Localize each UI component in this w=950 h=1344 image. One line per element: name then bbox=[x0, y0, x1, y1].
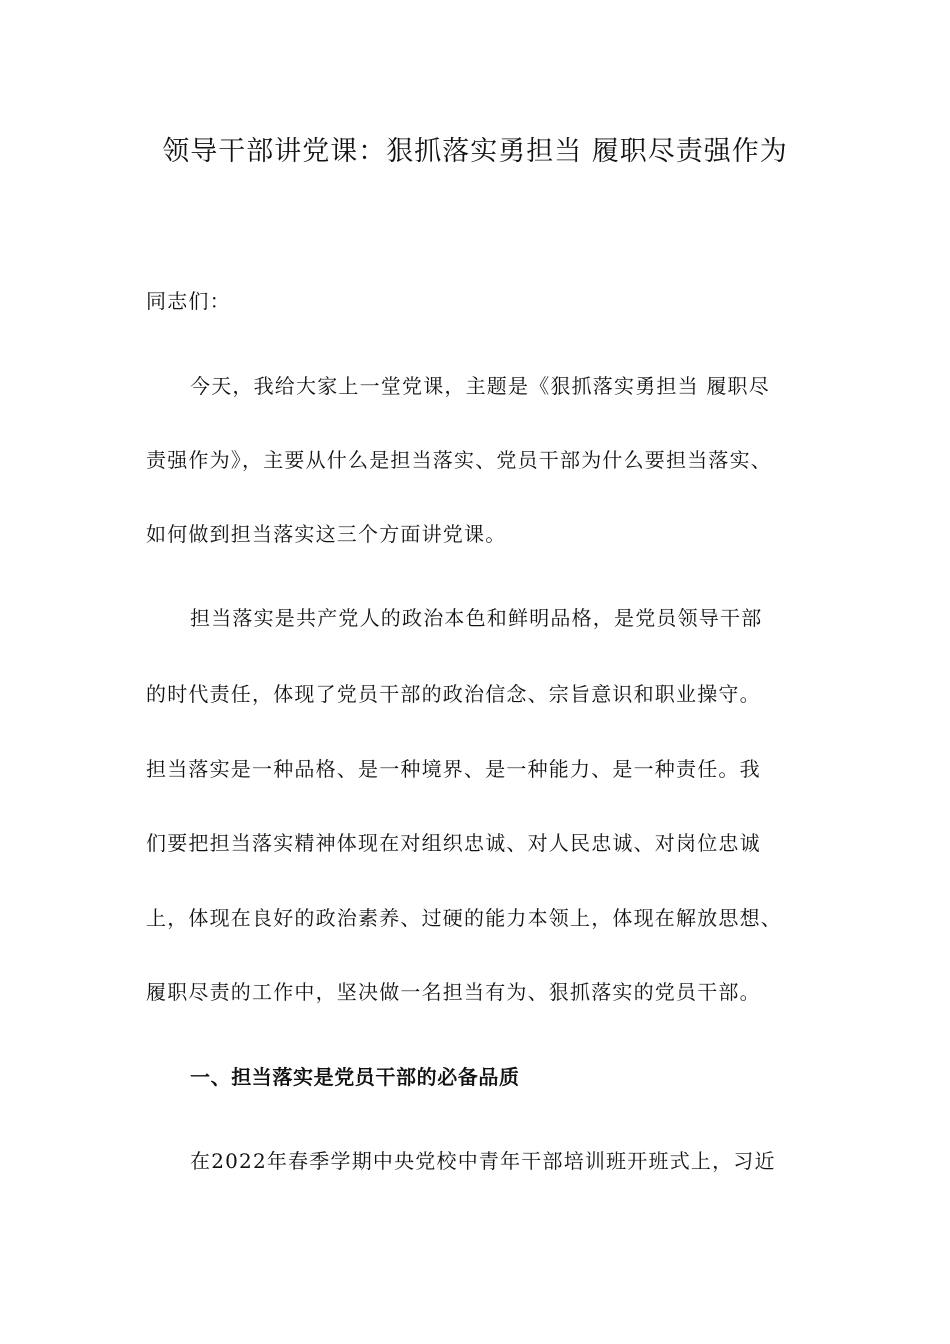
section-heading: 一、担当落实是党员干部的必备品质 bbox=[190, 1065, 520, 1089]
paragraph-line: 今天，我给大家上一堂党课，主题是《狠抓落实勇担当 履职尽 bbox=[190, 374, 770, 398]
document-title: 领导干部讲党课：狠抓落实勇担当 履职尽责强作为 bbox=[162, 136, 788, 167]
paragraph-line: 的时代责任，体现了党员干部的政治信念、宗旨意识和职业操守。 bbox=[146, 682, 761, 706]
paragraph-line: 责强作为》，主要从什么是担当落实、党员干部为什么要担当落实、 bbox=[146, 448, 772, 472]
greeting: 同志们： bbox=[146, 289, 231, 313]
paragraph-line: 在2022年春季学期中央党校中青年干部培训班开班式上，习近 bbox=[190, 1149, 776, 1173]
paragraph-line: 们要把担当落实精神体现在对组织忠诚、对人民忠诚、对岗位忠诚 bbox=[146, 831, 761, 855]
paragraph-line: 担当落实是共产党人的政治本色和鲜明品格，是党员领导干部 bbox=[190, 606, 763, 630]
paragraph-line: 履职尽责的工作中，坚决做一名担当有为、狠抓落实的党员干部。 bbox=[146, 980, 761, 1004]
paragraph-line: 如何做到担当落实这三个方面讲党课。 bbox=[146, 522, 507, 546]
paragraph-line: 上，体现在良好的政治素养、过硬的能力本领上，体现在解放思想、 bbox=[146, 906, 782, 930]
paragraph-line: 担当落实是一种品格、是一种境界、是一种能力、是一种责任。我 bbox=[146, 757, 761, 781]
